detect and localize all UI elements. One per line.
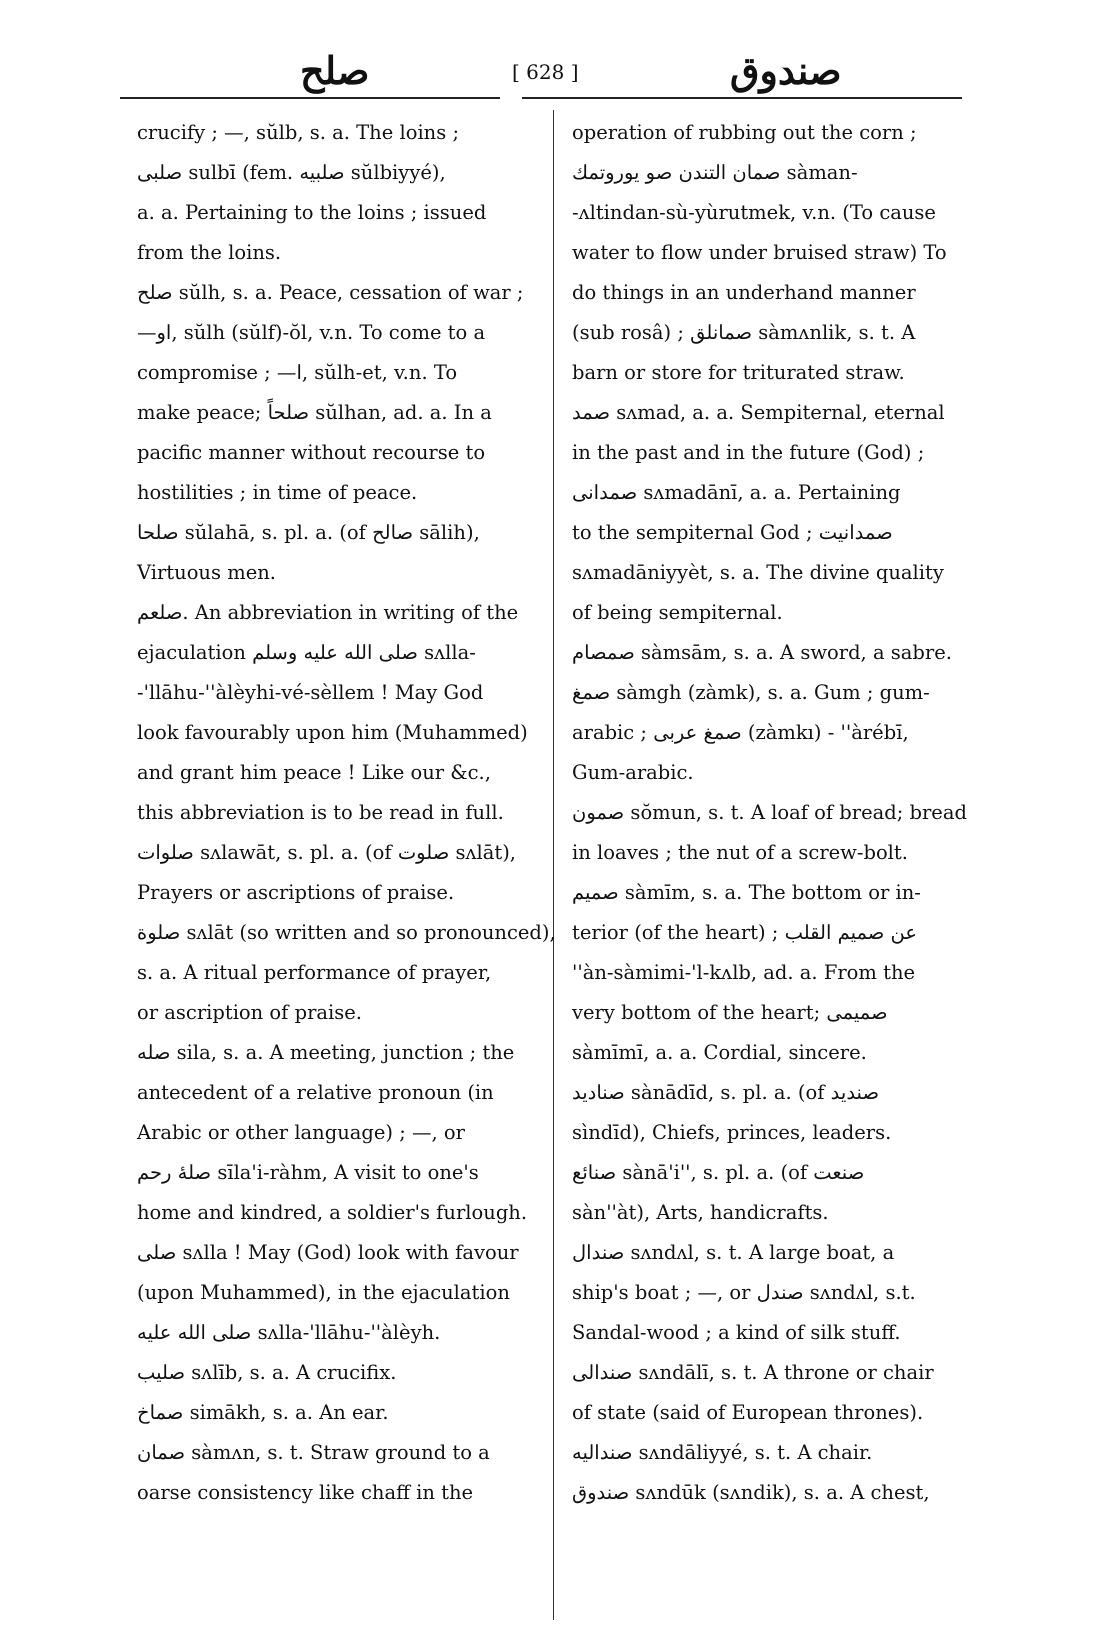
dictionary-line: صمصام sàmsām, s. a. A sword, a sabre. <box>572 641 952 664</box>
dictionary-line: Virtuous men. <box>137 561 276 584</box>
dictionary-line: صلعم. An abbreviation in writing of the <box>137 601 519 624</box>
dictionary-line: compromise ; —ا, sŭlh-et, v.n. To <box>137 361 458 384</box>
dictionary-line: Prayers or ascriptions of praise. <box>137 881 455 904</box>
header-rule-right <box>522 97 962 99</box>
dictionary-line: in loaves ; the nut of a screw-bolt. <box>572 841 908 864</box>
dictionary-line: صلی الله علیه sʌlla-'llāhu-''àlèyh. <box>137 1321 441 1344</box>
dictionary-line: صمون sŏmun, s. t. A loaf of bread; bread <box>572 801 967 824</box>
dictionary-line: to the sempiternal God ; صمدانیت <box>572 521 893 544</box>
dictionary-line: very bottom of the heart; صمیمی <box>572 1001 888 1024</box>
dictionary-line: s. a. A ritual performance of prayer, <box>137 961 492 984</box>
header-left-word: صلح <box>300 48 370 93</box>
dictionary-line: صنادید sànādīd, s. pl. a. (of صندید <box>572 1081 879 1104</box>
dictionary-line: sàn''àt), Arts, handicrafts. <box>572 1201 829 1224</box>
dictionary-line: terior (of the heart) ; عن صمیم القلب <box>572 921 917 944</box>
dictionary-line: صلح sŭlh, s. a. Peace, cessation of war ; <box>137 281 524 304</box>
dictionary-line: ship's boat ; —, or صندل sʌndʌl, s.t. <box>572 1281 916 1304</box>
dictionary-line: and grant him peace ! Like our &c., <box>137 761 491 784</box>
dictionary-line: صمد sʌmad, a. a. Sempiternal, eternal <box>572 401 945 424</box>
dictionary-line: صمان sàmʌn, s. t. Straw ground to a <box>137 1441 490 1464</box>
dictionary-line: from the loins. <box>137 241 282 264</box>
dictionary-line: صلبی sulbī (fem. صلبیه sŭlbiyyé), <box>137 161 446 184</box>
dictionary-line: -ʌltindan-sù-yùrutmek, v.n. (To cause <box>572 201 936 224</box>
dictionary-line: do things in an underhand manner <box>572 281 916 304</box>
dictionary-line: (sub rosâ) ; صمانلق sàmʌnlik, s. t. A <box>572 321 916 344</box>
dictionary-line: oarse consistency like chaff in the <box>137 1481 474 1504</box>
header-rule-left <box>120 97 500 99</box>
dictionary-line: arabic ; صمغ عربی (zàmkı) - ''àrébī, <box>572 721 909 744</box>
dictionary-line: صلهٔ رحم sīla'i-ràhm, A visit to one's <box>137 1161 479 1184</box>
dictionary-line: ''àn-sàmimi-'l-kʌlb, ad. a. From the <box>572 961 916 984</box>
dictionary-line: home and kindred, a soldier's furlough. <box>137 1201 528 1224</box>
dictionary-line: صمغ sàmgh (zàmk), s. a. Gum ; gum- <box>572 681 930 704</box>
dictionary-line: sʌmadāniyyèt, s. a. The divine quality <box>572 561 944 584</box>
page-number: [ 628 ] <box>512 60 579 84</box>
dictionary-line: pacific manner without recourse to <box>137 441 486 464</box>
dictionary-line: (upon Muhammed), in the ejaculation <box>137 1281 510 1304</box>
dictionary-line: make peace; صلحاً sŭlhan, ad. a. In a <box>137 401 492 424</box>
dictionary-line: صله sila, s. a. A meeting, junction ; the <box>137 1041 515 1064</box>
dictionary-line: صمدانی sʌmadānī, a. a. Pertaining <box>572 481 901 504</box>
dictionary-line: صلوة sʌlāt (so written and so pronounced), <box>137 921 556 944</box>
dictionary-line: this abbreviation is to be read in full. <box>137 801 504 824</box>
dictionary-line: صلیب sʌlīb, s. a. A crucifix. <box>137 1361 397 1384</box>
dictionary-line: hostilities ; in time of peace. <box>137 481 418 504</box>
dictionary-line: or ascription of praise. <box>137 1001 362 1024</box>
dictionary-line: صندالیه sʌndāliyyé, s. t. A chair. <box>572 1441 873 1464</box>
dictionary-line: Arabic or other language) ; —, or <box>137 1121 465 1144</box>
dictionary-line: of being sempiternal. <box>572 601 783 624</box>
dictionary-line: ejaculation صلی الله علیه وسلم sʌlla- <box>137 641 476 664</box>
dictionary-line: water to flow under bruised straw) To <box>572 241 947 264</box>
dictionary-line: صلوات sʌlawāt, s. pl. a. (of صلوت sʌlāt), <box>137 841 517 864</box>
dictionary-line: صلی sʌlla ! May (God) look with favour <box>137 1241 519 1264</box>
dictionary-line: -'llāhu-''àlèyhi-vé-sèllem ! May God <box>137 681 484 704</box>
dictionary-line: operation of rubbing out the corn ; <box>572 121 917 144</box>
dictionary-line: صندال sʌndʌl, s. t. A large boat, a <box>572 1241 895 1264</box>
dictionary-line: a. a. Pertaining to the loins ; issued <box>137 201 487 224</box>
dictionary-line: look favourably upon him (Muhammed) <box>137 721 528 744</box>
header-right-word: صندوق <box>730 48 842 93</box>
dictionary-line: صلحا sŭlahā, s. pl. a. (of صالح sālih), <box>137 521 480 544</box>
dictionary-line: antecedent of a relative pronoun (in <box>137 1081 494 1104</box>
dictionary-line: in the past and in the future (God) ; <box>572 441 925 464</box>
dictionary-line: sàmīmī, a. a. Cordial, sincere. <box>572 1041 867 1064</box>
dictionary-line: sìndīd), Chiefs, princes, leaders. <box>572 1121 892 1144</box>
dictionary-line: Gum-arabic. <box>572 761 694 784</box>
dictionary-line: صمان التندن صو یوروتمك sàman- <box>572 161 858 184</box>
dictionary-line: barn or store for triturated straw. <box>572 361 905 384</box>
dictionary-line: صمیم sàmīm, s. a. The bottom or in- <box>572 881 921 904</box>
dictionary-line: صندوق sʌndūk (sʌndik), s. a. A chest, <box>572 1481 930 1504</box>
dictionary-line: صندالی sʌndālī, s. t. A throne or chair <box>572 1361 934 1384</box>
dictionary-line: صنائع sànā'i'', s. pl. a. (of صنعت <box>572 1161 865 1184</box>
dictionary-line: صماخ simākh, s. a. An ear. <box>137 1401 389 1424</box>
dictionary-line: crucify ; —, sŭlb, s. a. The loins ; <box>137 121 460 144</box>
dictionary-line: Sandal-wood ; a kind of silk stuff. <box>572 1321 901 1344</box>
dictionary-line: of state (said of European thrones). <box>572 1401 924 1424</box>
column-divider <box>553 110 554 1620</box>
dictionary-line: —او, sŭlh (sŭlf)-ŏl, v.n. To come to a <box>137 321 486 344</box>
